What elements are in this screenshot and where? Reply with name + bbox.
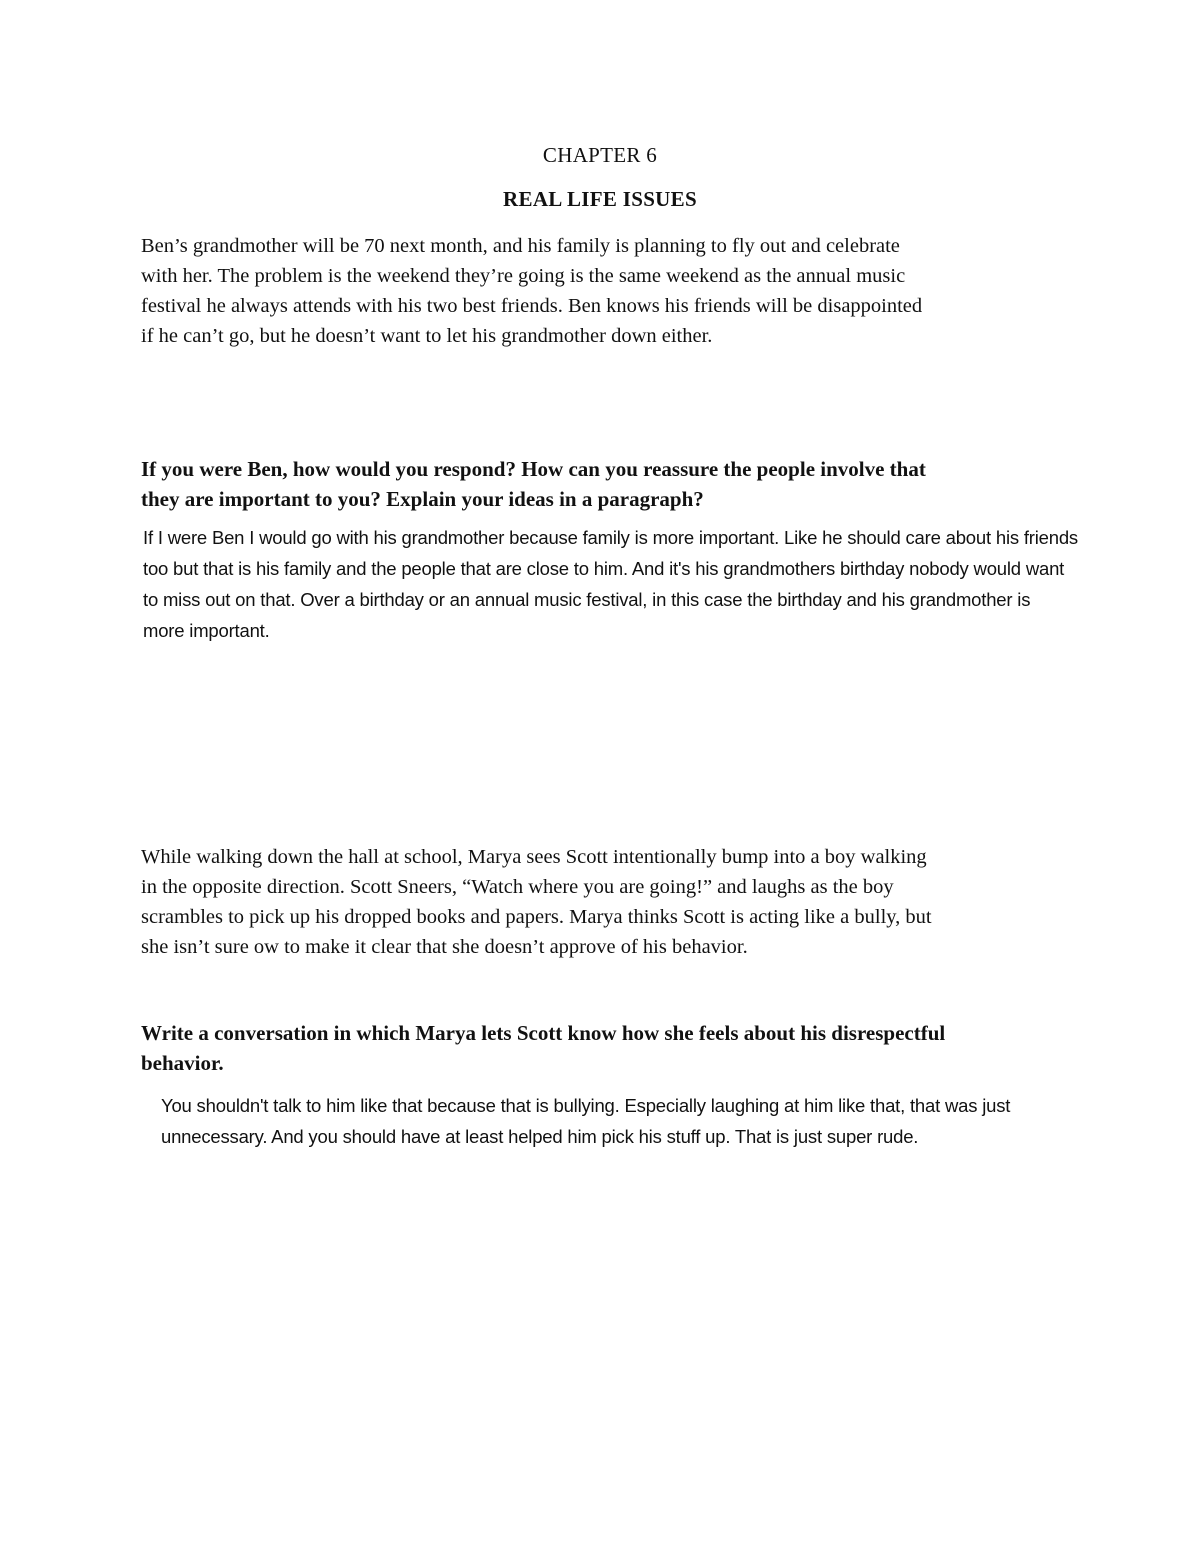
question-ben-line: If you were Ben, how would you respond? How can you reassure the people involve that: [141, 457, 926, 481]
scenario-marya-line: in the opposite direction. Scott Sneers, “Watch where you are going!” and laughs as the boy: [141, 876, 894, 898]
answer-marya-line: You shouldn't talk to him like that because that is bullying. Especially laughing at him like that, that was just: [161, 1095, 1011, 1116]
scenario-marya-line: While walking down the hall at school, Marya sees Scott intentionally bump into a boy walking: [141, 846, 927, 868]
chapter-heading: CHAPTER 6: [542, 143, 658, 167]
answer-ben-line: to miss out on that. Over a birthday or an annual music festival, in this case the birthday and his grandmother is: [143, 589, 1031, 610]
answer-ben-line: If I were Ben I would go with his grandmother because family is more important. Like he should care about his friends: [143, 527, 1078, 548]
question-marya-line: Write a conversation in which Marya lets Scott know how she feels about his disrespectful: [141, 1021, 946, 1045]
answer-ben-line: more important.: [143, 620, 270, 641]
scenario-ben-line: Ben’s grandmother will be 70 next month, and his family is planning to fly out and celebrate: [141, 235, 900, 257]
scenario-ben-line: with her. The problem is the weekend they’re going is the same weekend as the annual music: [141, 265, 906, 287]
question-ben: [141, 454, 926, 514]
section-title: REAL LIFE ISSUES: [503, 187, 697, 211]
scenario-marya: [141, 842, 932, 962]
scenario-marya-line: she isn’t sure ow to make it clear that she doesn’t approve of his behavior.: [141, 936, 748, 958]
answer-marya-line: unnecessary. And you should have at least helped him pick his stuff up. That is just super rude.: [161, 1126, 919, 1147]
answer-ben-line: too but that is his family and the people that are close to him. And it's his grandmothers birthday nobody would want: [143, 558, 1065, 579]
question-ben-line: they are important to you? Explain your ideas in a paragraph?: [141, 487, 704, 511]
answer-marya: [161, 1090, 1010, 1152]
scenario-marya-line: scrambles to pick up his dropped books and papers. Marya thinks Scott is acting like a bully, but: [141, 906, 932, 928]
question-marya-line: behavior.: [141, 1051, 224, 1075]
answer-ben: [143, 522, 1078, 646]
scenario-ben: [141, 231, 922, 351]
scenario-ben-line: if he can’t go, but he doesn’t want to let his grandmother down either.: [141, 325, 713, 347]
question-marya: [141, 1018, 945, 1078]
scenario-ben-line: festival he always attends with his two best friends. Ben knows his friends will be disappointed: [141, 295, 923, 317]
